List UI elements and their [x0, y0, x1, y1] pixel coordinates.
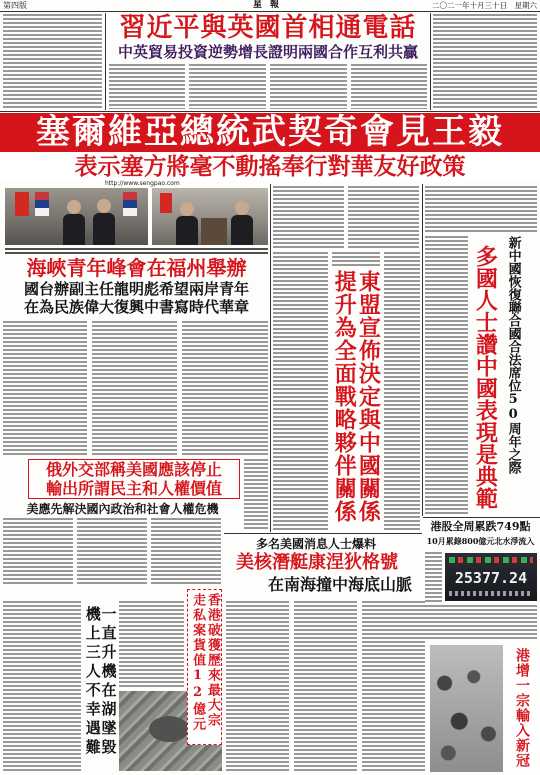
helicopter-headline — [84, 606, 116, 758]
article-body-text — [119, 601, 184, 689]
person-head — [67, 200, 81, 214]
hk-stocks-subhead: 10月累錄800億元北水淨流入 — [426, 536, 535, 546]
article-body-text — [273, 186, 344, 248]
covid-headline: 港增一宗輸入新冠 — [514, 648, 530, 768]
article-body-text — [270, 64, 347, 109]
article-body-text — [425, 236, 468, 514]
article-body-text — [351, 64, 427, 109]
un-headline — [472, 245, 498, 509]
russia-subhead: 美應先解決國內政治和社會人權危機 — [26, 502, 219, 516]
asean-headline-2: 提升為全面戰略夥伴關係 — [331, 270, 358, 523]
article-body-text — [77, 518, 147, 586]
submarine-kicker: 多名美國消息人士爆料 — [256, 537, 377, 551]
smuggling-headline-1: 香港破獲歷來最大宗 — [205, 593, 220, 728]
person-head — [180, 202, 194, 216]
podium — [201, 218, 227, 245]
article-body-text — [425, 552, 442, 602]
article-body-text — [362, 601, 425, 772]
column-rule — [430, 13, 431, 110]
column-rule — [270, 184, 271, 532]
article-body-text — [109, 64, 185, 109]
banner-headline: 塞爾維亞總統武契奇會見王毅 — [0, 113, 540, 152]
youth-summit-headline: 海峽青年峰會在福州舉辦 — [26, 256, 247, 280]
un-headline-text: 多國人士讚中國表現是典範 — [472, 245, 499, 509]
russia-headline-2: 輸出所謂民主和人權價值 — [45, 479, 222, 498]
person-suit — [93, 213, 115, 245]
article-body-text — [273, 252, 328, 530]
asean-headline-1: 東盟宣佈決定與中國關係 — [355, 270, 382, 523]
smuggling-headline-2: 走私案貨值12億元 — [190, 593, 206, 732]
article-body-text — [92, 321, 177, 455]
photo-serbia-meeting — [5, 188, 268, 245]
russia-headline-1: 俄外交部稱美國應該停止 — [45, 460, 222, 479]
section-rule — [423, 517, 540, 518]
un-kicker — [505, 236, 521, 474]
column-rule — [105, 13, 106, 110]
article-body-text — [3, 321, 87, 455]
person-head — [235, 201, 249, 215]
photo-caption — [5, 248, 268, 254]
lead-subhead: 中英貿易投資逆勢增長證明兩國合作互利共贏 — [117, 43, 418, 61]
person-suit — [176, 216, 198, 245]
article-body-text — [3, 14, 102, 109]
article-body-text — [384, 252, 420, 530]
article-body-text — [3, 518, 73, 586]
article-body-text — [425, 605, 537, 641]
edition-label: 第四版 — [3, 1, 27, 10]
column-rule — [422, 184, 423, 516]
article-body-text — [226, 601, 289, 772]
un-kicker-text: 新中國恢復聯合國合法席位50周年之際 — [505, 236, 521, 474]
submarine-headline-1: 美核潛艇康涅狄格號 — [236, 552, 398, 573]
article-body-text — [182, 321, 268, 455]
person-head — [97, 199, 111, 213]
article-body-text — [294, 601, 357, 772]
person-suit — [63, 214, 85, 245]
masthead: 星報 — [252, 0, 287, 10]
helicopter-headline-1: 一直升機在湖墜毀 — [99, 606, 118, 758]
photo-crowd — [430, 645, 503, 772]
asean-headline — [332, 270, 380, 523]
page-header — [0, 0, 540, 11]
flag-china — [15, 192, 29, 216]
article-body-text — [3, 601, 81, 772]
person-suit — [231, 215, 253, 245]
article-body-text — [425, 186, 537, 232]
issue-date: 二〇二一年十月三十日 星期六 — [432, 1, 537, 10]
youth-summit-subhead-2: 在為民族偉大復興中書寫時代華章 — [23, 298, 249, 316]
article-body-text — [348, 186, 419, 248]
covid-headline-box — [505, 646, 536, 770]
header-rule — [0, 11, 540, 12]
article-body-text — [244, 459, 268, 531]
youth-summit-subhead-1: 國台辦副主任龍明彪希望兩岸青年 — [23, 280, 249, 298]
board-detail-row — [449, 591, 533, 596]
crash-site-area — [149, 716, 189, 742]
lead-headline: 習近平與英國首相通電話 — [119, 13, 417, 43]
flag-serbia — [123, 192, 137, 216]
website-url: http://www.sengpao.com — [105, 180, 180, 187]
banner-subhead: 表示塞方將毫不動搖奉行對華友好政策 — [0, 153, 540, 181]
submarine-headline-2: 在南海撞中海底山脈 — [268, 575, 413, 594]
flag-serbia — [35, 192, 49, 216]
section-rule — [224, 533, 422, 534]
article-body-text — [151, 518, 221, 586]
stock-index-value: 25377.24 — [454, 569, 528, 587]
ticker-bars — [449, 557, 533, 563]
article-body-text — [189, 64, 266, 109]
smuggling-headline-box — [187, 589, 222, 745]
photo-stock-board — [445, 553, 537, 601]
article-body-text — [332, 252, 380, 266]
helicopter-headline-2: 機上三人不幸遇難 — [83, 606, 102, 758]
hk-stocks-headline: 港股全周累跌749點 — [430, 520, 531, 533]
article-body-text — [433, 14, 537, 109]
flag-china — [160, 193, 172, 213]
